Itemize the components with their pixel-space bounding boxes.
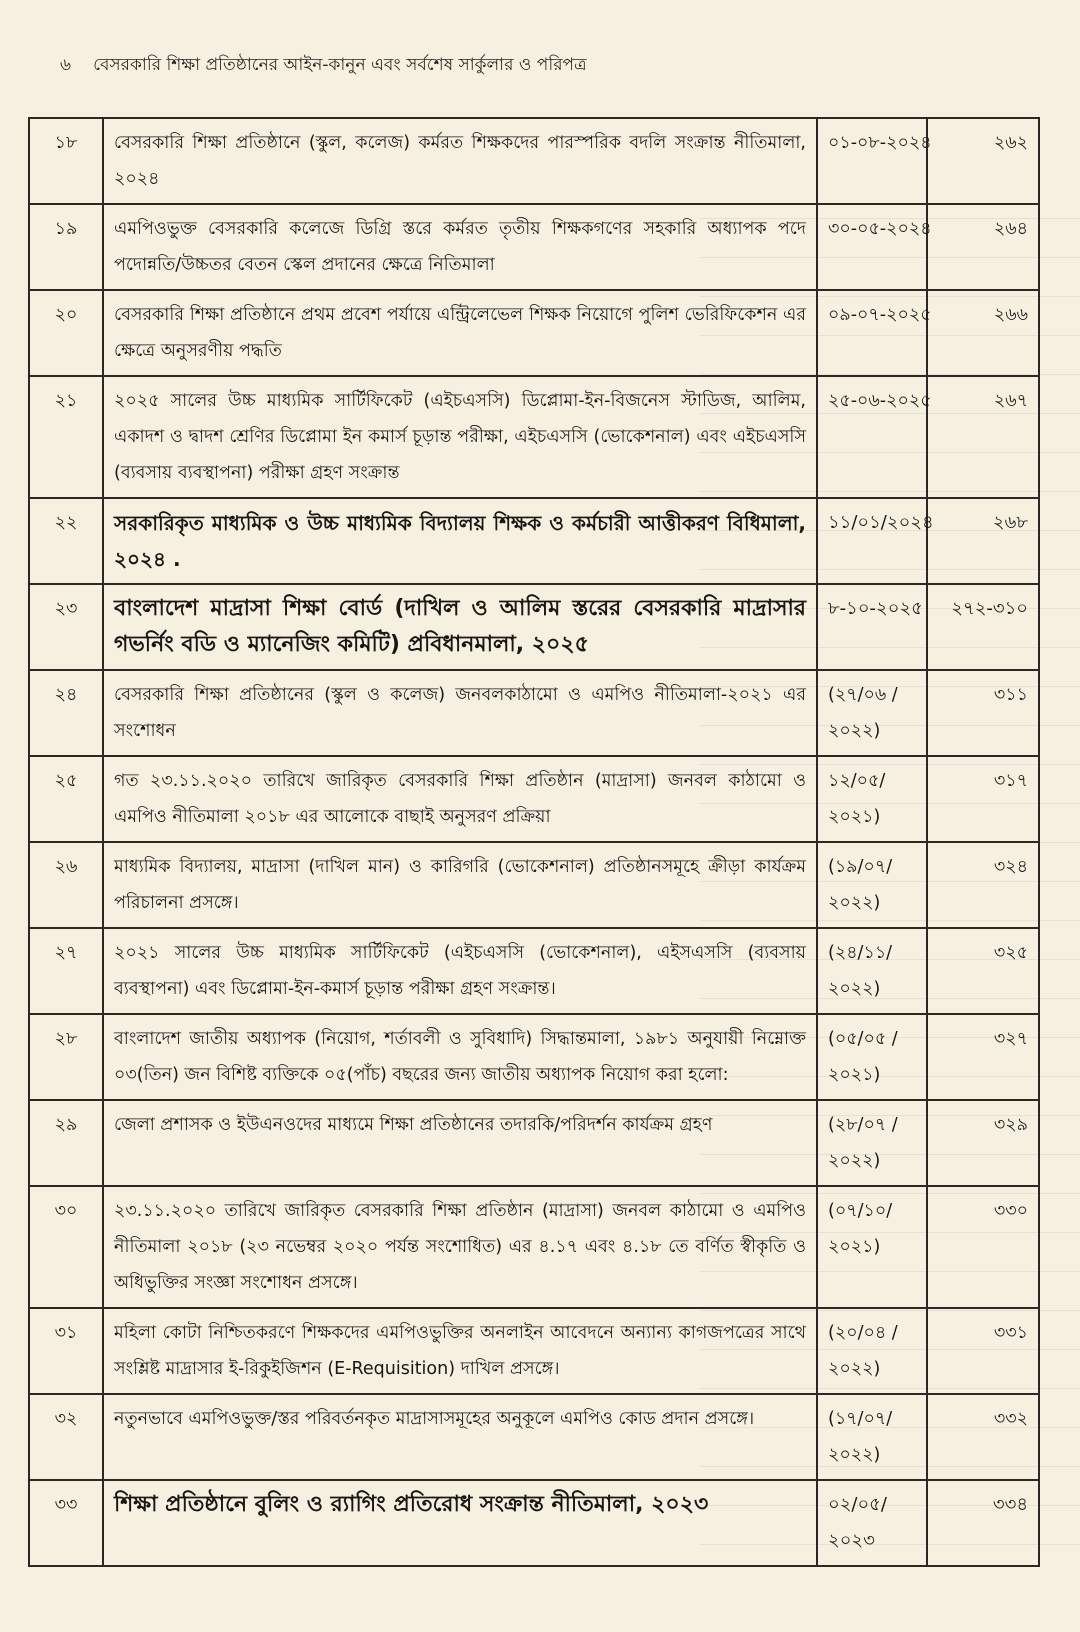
title-cell: বাংলাদেশ মাদ্রাসা শিক্ষা বোর্ড (দাখিল ও আলিম স্তরের বেসরকারি মাদ্রাসার গভর্নিং বডি ও ম্যানেজিং কমিটি) প্রবিধানমালা, ২০২৫	[103, 584, 817, 670]
title-cell: ২০২১ সালের উচ্চ মাধ্যমিক সার্টিফিকেট (এইচএসসি (ভোকেশনাল), এইসএসসি (ব্যবসায় ব্যবস্থাপনা) এবং ডিপ্লোমা-ইন-কমার্স চূড়ান্ত পরীক্ষা গ্রহণ সংক্রান্ত।	[103, 928, 817, 1014]
table-row	[29, 1394, 1039, 1480]
serial-number-cell: ৩১	[29, 1308, 103, 1394]
serial-number-cell: ২৪	[29, 670, 103, 756]
title-cell: মহিলা কোটা নিশ্চিতকরণে শিক্ষকদের এমপিওভুক্তির অনলাইন আবেদনে অন্যান্য কাগজপত্রের সাথে সংশ্লিষ্ট মাদ্রাসার ই-রিকুইজিশন (E-Requisition) দাখিল প্রসঙ্গে।	[103, 1308, 817, 1394]
date-cell: (২৭/০৬ /২০২২)	[817, 670, 927, 756]
date-cell: (২৮/০৭ /২০২২)	[817, 1100, 927, 1186]
table-row	[29, 1100, 1039, 1186]
date-cell: (২৪/১১/ ২০২২)	[817, 928, 927, 1014]
title-cell: মাধ্যমিক বিদ্যালয়, মাদ্রাসা (দাখিল মান) ও কারিগরি (ভোকেশনাল) প্রতিষ্ঠানসমূহে ক্রীড়া কার্যক্রম পরিচালনা প্রসঙ্গে।	[103, 842, 817, 928]
date-cell: (১৭/০৭/ ২০২২)	[817, 1394, 927, 1480]
table-row	[29, 290, 1039, 376]
title-cell: বেসরকারি শিক্ষা প্রতিষ্ঠানের (স্কুল ও কলেজ) জনবলকাঠামো ও এমপিও নীতিমালা-২০২১ এর সংশোধন	[103, 670, 817, 756]
table-row	[29, 928, 1039, 1014]
date-cell: ৮-১০-২০২৫	[817, 584, 927, 670]
serial-number-cell: ২৩	[29, 584, 103, 670]
page-number: ৬	[60, 55, 72, 75]
table-row	[29, 376, 1039, 498]
page-number-cell: ৩২৭	[927, 1014, 1039, 1100]
date-cell: ০২/০৫/ ২০২৩	[817, 1480, 927, 1566]
page-number-cell: ৩৩৪	[927, 1480, 1039, 1566]
table-row	[29, 584, 1039, 670]
page-number-cell: ২৬৭	[927, 376, 1039, 498]
table-row	[29, 1186, 1039, 1308]
title-cell: বেসরকারি শিক্ষা প্রতিষ্ঠানে প্রথম প্রবেশ পর্যায়ে এন্ট্রিলেভেল শিক্ষক নিয়োগে পুলিশ ভেরিফিকেশন এর ক্ষেত্রে অনুসরণীয় পদ্ধতি	[103, 290, 817, 376]
title-cell: এমপিওভুক্ত বেসরকারি কলেজে ডিগ্রি স্তরে কর্মরত তৃতীয় শিক্ষকগণের সহকারি অধ্যাপক পদে পদোন্নতি/উচ্চতর বেতন স্কেল প্রদানের ক্ষেত্রে নিতিমালা	[103, 204, 817, 290]
title-cell: জেলা প্রশাসক ও ইউএনওদের মাধ্যমে শিক্ষা প্রতিষ্ঠানের তদারকি/পরিদর্শন কার্যক্রম গ্রহণ	[103, 1100, 817, 1186]
date-cell: (০৭/১০/ ২০২১)	[817, 1186, 927, 1308]
table-row	[29, 1480, 1039, 1566]
serial-number-cell: ২৯	[29, 1100, 103, 1186]
serial-number-cell: ২৮	[29, 1014, 103, 1100]
running-header	[60, 52, 587, 80]
date-cell: ২৫-০৬-২০২৫	[817, 376, 927, 498]
table-row	[29, 118, 1039, 204]
date-cell: (১৯/০৭/ ২০২২)	[817, 842, 927, 928]
serial-number-cell: ২৭	[29, 928, 103, 1014]
table-row	[29, 1308, 1039, 1394]
page-number-cell: ২৬৬	[927, 290, 1039, 376]
table-row	[29, 670, 1039, 756]
date-cell: ০৯-০৭-২০২৫	[817, 290, 927, 376]
page-number-cell: ২৬৪	[927, 204, 1039, 290]
serial-number-cell: ১৯	[29, 204, 103, 290]
date-cell: ১১/০১/২০২৪	[817, 498, 927, 584]
serial-number-cell: ৩৩	[29, 1480, 103, 1566]
table-row	[29, 1014, 1039, 1100]
serial-number-cell: ২১	[29, 376, 103, 498]
title-cell: বেসরকারি শিক্ষা প্রতিষ্ঠানে (স্কুল, কলেজ) কর্মরত শিক্ষকদের পারস্পরিক বদলি সংক্রান্ত নীতিমালা, ২০২৪	[103, 118, 817, 204]
page-number-cell: ৩২৯	[927, 1100, 1039, 1186]
running-title: বেসরকারি শিক্ষা প্রতিষ্ঠানের আইন-কানুন এবং সর্বশেষ সার্কুলার ও পরিপত্র	[93, 55, 587, 75]
page-number-cell: ৩২৫	[927, 928, 1039, 1014]
page-number-cell: ৩৩১	[927, 1308, 1039, 1394]
serial-number-cell: ৩২	[29, 1394, 103, 1480]
title-cell: গত ২৩.১১.২০২০ তারিখে জারিকৃত বেসরকারি শিক্ষা প্রতিষ্ঠান (মাদ্রাসা) জনবল কাঠামো ও এমপিও নীতিমালা ২০১৮ এর আলোকে বাছাই অনুসরণ প্রক্রিয়া	[103, 756, 817, 842]
title-cell: ২৩.১১.২০২০ তারিখে জারিকৃত বেসরকারি শিক্ষা প্রতিষ্ঠান (মাদ্রাসা) জনবল কাঠামো ও এমপিও নীতিমালা ২০১৮ (২৩ নভেম্বর ২০২০ পর্যন্ত সংশোধিত) এর ৪.১৭ এবং ৪.১৮ তে বর্ণিত স্বীকৃতি ও অধিভুক্তির সংজ্ঞা সংশোধন প্রসঙ্গে।	[103, 1186, 817, 1308]
table-row	[29, 498, 1039, 584]
date-cell: ১২/০৫/ ২০২১)	[817, 756, 927, 842]
table-row	[29, 204, 1039, 290]
serial-number-cell: ২০	[29, 290, 103, 376]
serial-number-cell: ২২	[29, 498, 103, 584]
date-cell: ৩০-০৫-২০২৪	[817, 204, 927, 290]
page-number-cell: ৩১৭	[927, 756, 1039, 842]
date-cell: (০৫/০৫ /২০২১)	[817, 1014, 927, 1100]
contents-table	[28, 117, 1040, 1567]
serial-number-cell: ৩০	[29, 1186, 103, 1308]
page-number-cell: ২৬৮	[927, 498, 1039, 584]
serial-number-cell: ২৬	[29, 842, 103, 928]
title-cell: শিক্ষা প্রতিষ্ঠানে বুলিং ও র‍্যাগিং প্রতিরোধ সংক্রান্ত নীতিমালা, ২০২৩	[103, 1480, 817, 1566]
title-cell: নতুনভাবে এমপিওভুক্ত/স্তর পরিবর্তনকৃত মাদ্রাসাসমূহের অনুকূলে এমপিও কোড প্রদান প্রসঙ্গে।	[103, 1394, 817, 1480]
page-number-cell: ৩২৪	[927, 842, 1039, 928]
page-number-cell: ৩৩০	[927, 1186, 1039, 1308]
date-cell: ০১-০৮-২০২৪	[817, 118, 927, 204]
serial-number-cell: ১৮	[29, 118, 103, 204]
page-number-cell: ২৭২-৩১০	[927, 584, 1039, 670]
title-cell: বাংলাদেশ জাতীয় অধ্যাপক (নিয়োগ, শর্তাবলী ও সুবিধাদি) সিদ্ধান্তমালা, ১৯৮১ অনুযায়ী নিম্নোক্ত ০৩(তিন) জন বিশিষ্ট ব্যক্তিকে ০৫(পাঁচ) বছরের জন্য জাতীয় অধ্যাপক নিয়োগ করা হলো:	[103, 1014, 817, 1100]
table-row	[29, 842, 1039, 928]
serial-number-cell: ২৫	[29, 756, 103, 842]
title-cell: ২০২৫ সালের উচ্চ মাধ্যমিক সার্টিফিকেট (এইচএসসি) ডিপ্লোমা-ইন-বিজনেস স্টাডিজ, আলিম, একাদশ ও দ্বাদশ শ্রেণির ডিপ্লোমা ইন কমার্স চূড়ান্ত পরীক্ষা, এইচএসসি (ভোকেশনাল) এবং এইচএসসি (ব্যবসায় ব্যবস্থাপনা) পরীক্ষা গ্রহণ সংক্রান্ত	[103, 376, 817, 498]
title-cell: সরকারিকৃত মাধ্যমিক ও উচ্চ মাধ্যমিক বিদ্যালয় শিক্ষক ও কর্মচারী আত্তীকরণ বিধিমালা, ২০২৪ .	[103, 498, 817, 584]
page-number-cell: ২৬২	[927, 118, 1039, 204]
date-cell: (২০/০৪ /২০২২)	[817, 1308, 927, 1394]
page-number-cell: ৩৩২	[927, 1394, 1039, 1480]
table-row	[29, 756, 1039, 842]
page-number-cell: ৩১১	[927, 670, 1039, 756]
